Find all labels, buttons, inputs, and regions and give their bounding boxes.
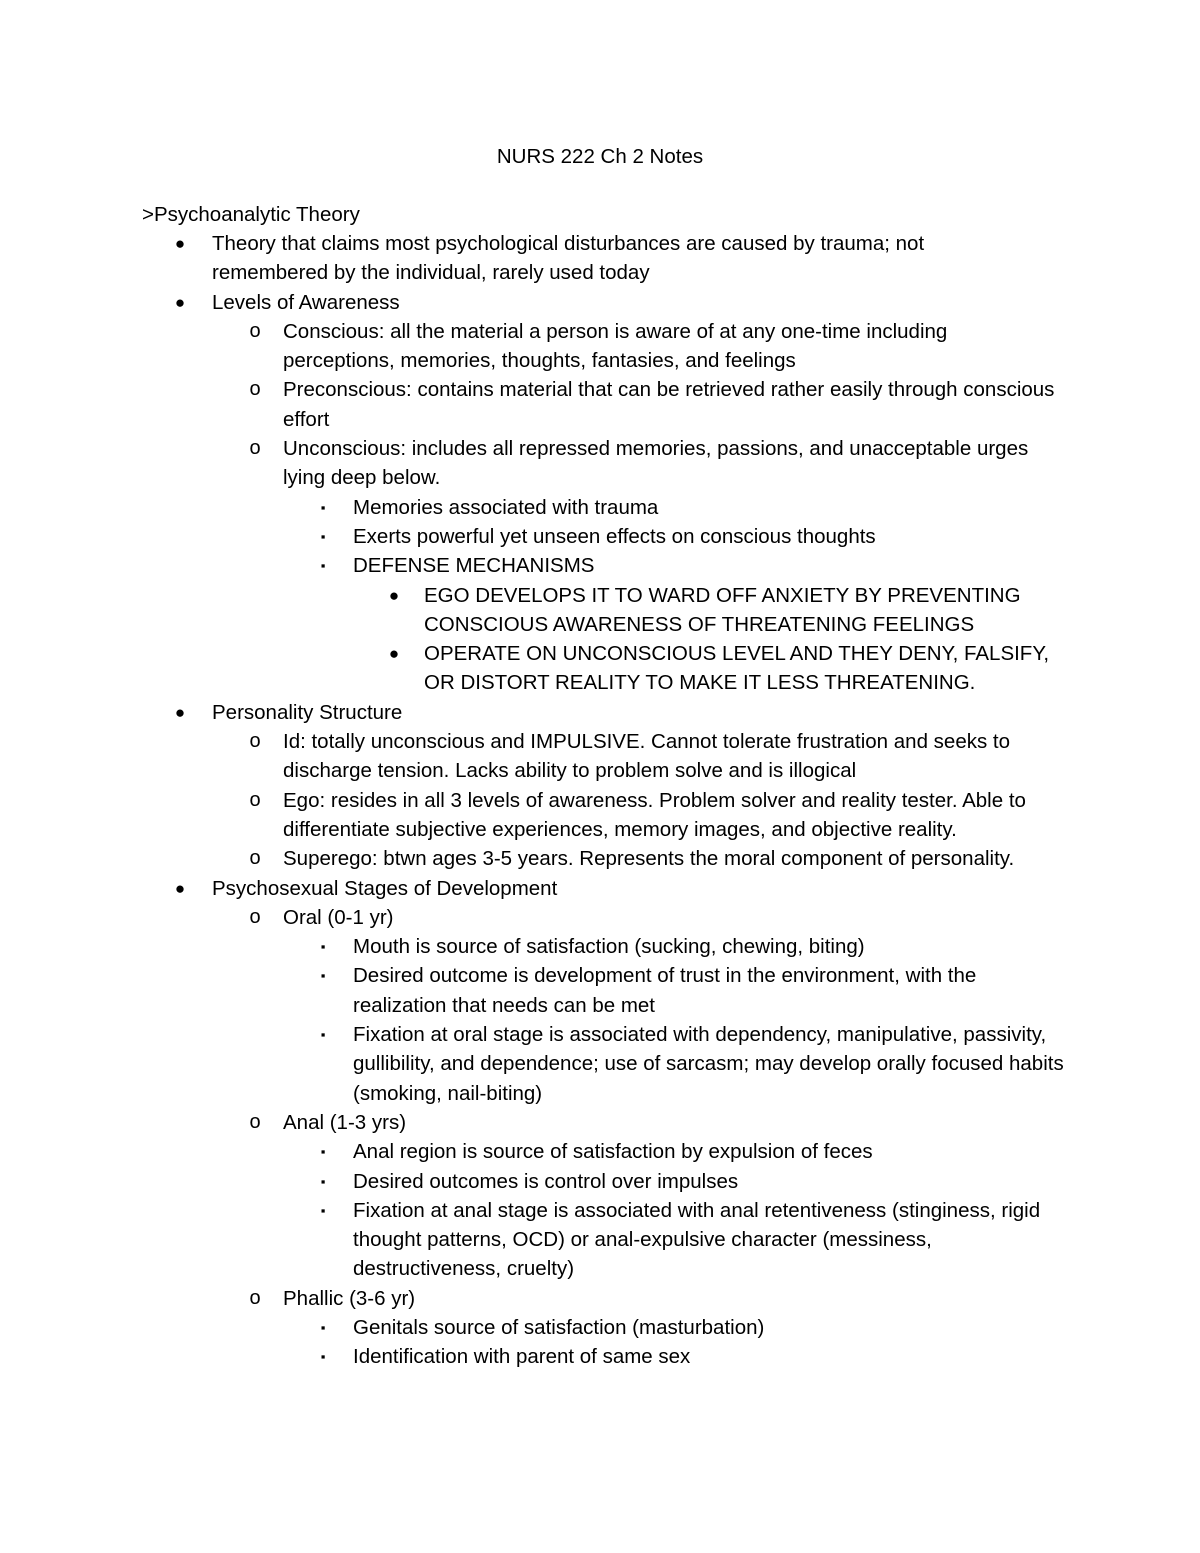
list-item-text: Exerts powerful yet unseen effects on conscious thoughts [353,524,876,548]
list-item [0,1167,1073,1196]
list-item [0,1284,1063,1372]
square-bullet-icon: ▪ [320,1144,326,1160]
list-item [0,903,1063,1108]
list-item [0,493,1073,522]
list-item-text: Unconscious: includes all repressed memories, passions, and unacceptable urges lying deep below. [283,437,1029,490]
list-item-text: Memories associated with trauma [353,495,659,519]
list-item-text: Desired outcome is development of trust in the environment, with the realization that needs can be met [353,964,977,1017]
square-bullet-icon: ▪ [320,528,326,544]
sub-list [0,1313,1063,1372]
sub-list [0,493,1063,698]
square-bullet-icon: ▪ [320,1349,326,1365]
circle-bullet-icon: o [249,319,261,342]
page-title: NURS 222 Ch 2 Notes [496,145,704,168]
list-item-text: DEFENSE MECHANISMS [353,554,595,578]
section-heading: >Psychoanalytic Theory [142,203,360,226]
circle-bullet-icon: o [249,437,261,460]
circle-bullet-icon: o [249,905,261,928]
list-item-text: OPERATE ON UNCONSCIOUS LEVEL AND THEY DENY, FALSIFY, OR DISTORT REALITY TO MAKE IT LESS THREATENING. [424,642,1050,695]
sub-list [0,1137,1063,1283]
list-item-text: Conscious: all the material a person is aware of at any one-time including perceptions, memories, thoughts, fantasies, and feelings [283,319,948,373]
list-item-text: Oral (0-1 yr) [283,905,394,929]
list-item-text: Personality Structure [212,700,403,724]
list-item [0,581,1064,640]
circle-bullet-icon: o [249,847,261,870]
list-item [0,1108,1063,1284]
list-item [0,874,1064,1372]
square-bullet-icon: ▪ [320,1319,326,1335]
sub-list [0,903,1064,1372]
list-item [0,786,1063,845]
sub-list [0,581,1073,698]
disc-bullet-icon: ● [174,292,186,312]
outline-list [0,229,1200,1372]
sub-list [0,727,1026,873]
list-item [0,961,1073,1020]
disc-bullet-icon: ● [174,702,186,722]
list-item-text: Superego: btwn ages 3-5 years. Represents the moral component of personality. [283,847,1015,871]
list-item [0,1196,1073,1284]
list-item-text: Preconscious: contains material that can be retrieved rather easily through conscious effort [283,378,1055,431]
square-bullet-icon: ▪ [320,499,326,515]
list-item [0,1313,1073,1342]
list-item [0,434,1063,698]
list-item [0,229,972,288]
sub-list [0,317,1055,698]
disc-bullet-icon: ● [174,234,186,253]
list-item-text: Fixation at oral stage is associated with dependency, manipulative, passivity, gullibility, and dependence; use of sarcasm; may develop orally focused habits (smoking, nail-biting) [353,1023,1064,1105]
list-item-text: Theory that claims most psychological disturbances are caused by trauma; not remembered by the individual, rarely used today [212,232,925,285]
list-item [0,375,1063,434]
list-item-text: Desired outcomes is control over impulses [353,1169,739,1193]
square-bullet-icon: ▪ [320,1027,326,1043]
square-bullet-icon: ▪ [320,939,326,955]
circle-bullet-icon: o [249,1286,261,1309]
square-bullet-icon: ▪ [320,1202,326,1218]
circle-bullet-icon: o [249,378,261,401]
list-item-text: Ego: resides in all 3 levels of awareness. Problem solver and reality tester. Able to differentiate subjective experiences, memory images, and objective reality. [283,788,1026,841]
list-item-text: Phallic (3-6 yr) [283,1286,416,1310]
list-item [0,551,1073,697]
list-item-text: Id: totally unconscious and IMPULSIVE. Cannot tolerate frustration and seeks to discharge tension. Lacks ability to problem solve and is illogical [283,730,1011,783]
circle-bullet-icon: o [249,1110,261,1133]
circle-bullet-icon: o [249,788,261,811]
list-item [0,639,1064,698]
square-bullet-icon: ▪ [320,968,326,984]
square-bullet-icon: ▪ [320,558,326,574]
list-item [0,522,1073,551]
square-bullet-icon: ▪ [320,1173,326,1189]
disc-bullet-icon: ● [174,878,186,898]
list-item [0,844,1063,873]
list-item [0,1342,1073,1371]
list-item-text: Genitals source of satisfaction (masturbation) [353,1315,765,1339]
list-item-text: Fixation at anal stage is associated with anal retentiveness (stinginess, rigid thought patterns, OCD) or anal-expulsive character (messiness, destructiveness, cruelty) [353,1198,1041,1281]
sub-list [0,932,1063,1108]
disc-bullet-icon: ● [388,585,400,605]
list-item-text: Levels of Awareness [212,290,400,314]
list-item-text: Psychosexual Stages of Development [212,876,558,900]
circle-bullet-icon: o [249,730,261,753]
list-item [0,727,1063,786]
disc-bullet-icon: ● [388,644,400,664]
list-item-text: Anal region is source of satisfaction by expulsion of feces [353,1140,873,1164]
list-item-text: EGO DEVELOPS IT TO WARD OFF ANXIETY BY PREVENTING CONSCIOUS AWARENESS OF THREATENING FEELINGS [424,583,1021,636]
list-item-text: Mouth is source of satisfaction (sucking, chewing, biting) [353,935,865,959]
list-item-text: Identification with parent of same sex [353,1345,691,1369]
list-item [0,1020,1073,1108]
list-item [0,698,1026,874]
list-item [0,932,1073,961]
list-item [0,288,1055,698]
list-item [0,1137,1073,1166]
list-item-text: Anal (1-3 yrs) [283,1110,407,1134]
list-item [0,317,1063,376]
